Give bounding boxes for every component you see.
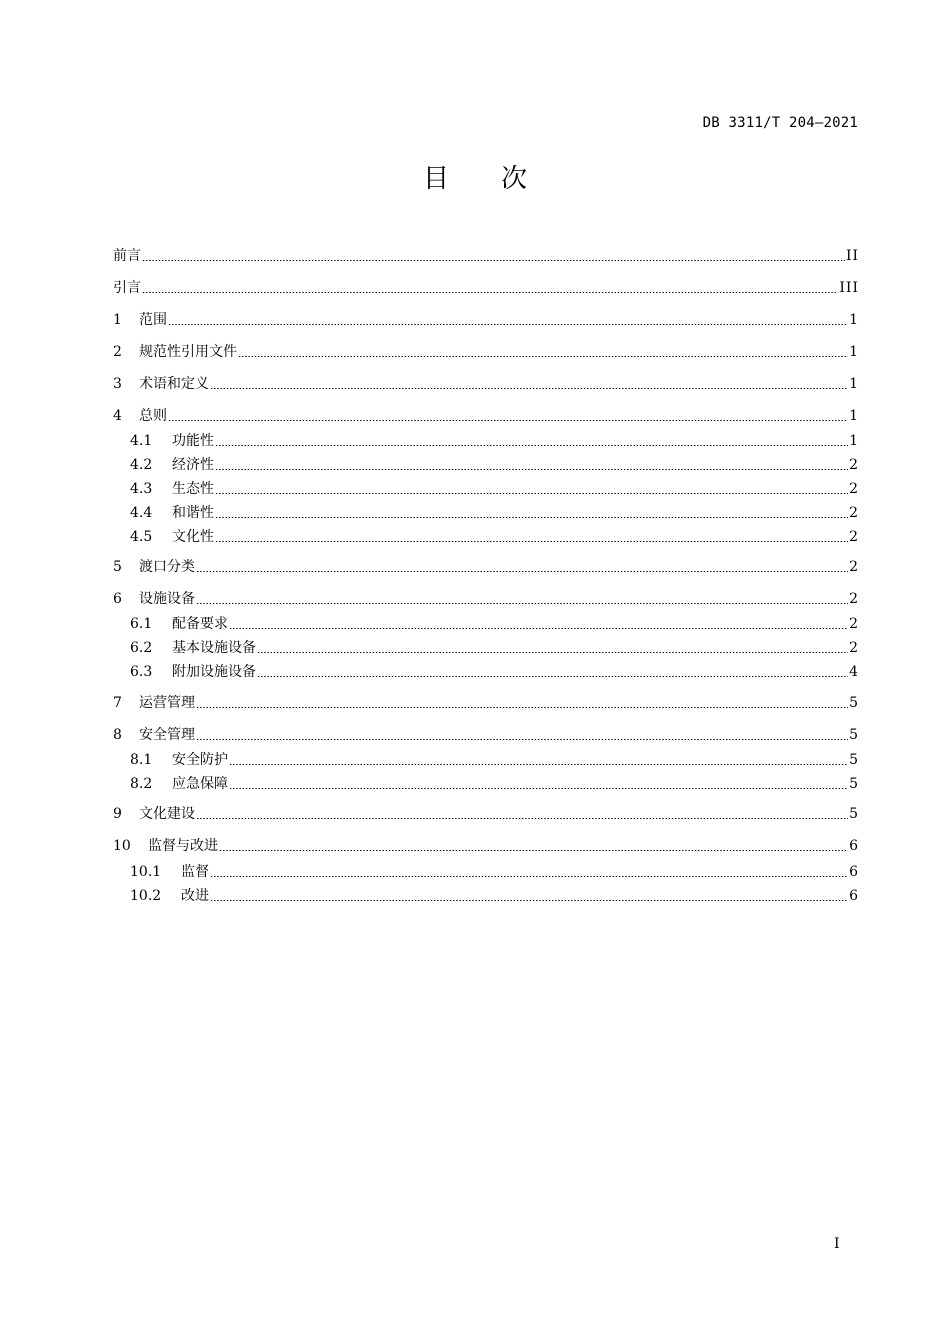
toc-entry[interactable] — [130, 862, 859, 882]
toc-entry-label: 文化建设 — [139, 806, 195, 822]
toc-entry-number: 4.2 — [130, 457, 153, 473]
toc-entry-page: 5 — [849, 776, 859, 792]
toc-entry-label: 范围 — [139, 312, 167, 328]
toc-entry[interactable] — [113, 693, 859, 713]
toc-dot-leader — [196, 806, 848, 820]
toc-entry-number: 4.3 — [130, 481, 153, 497]
toc-dot-leader — [210, 376, 848, 390]
toc-entry-label: 应急保障 — [172, 776, 228, 792]
toc-entry-page: II — [845, 248, 859, 264]
toc-entry[interactable] — [130, 662, 859, 682]
toc-dot-leader — [142, 248, 845, 262]
toc-dot-leader — [257, 640, 848, 654]
toc-dot-leader — [196, 695, 848, 709]
toc-entry-page: 2 — [849, 529, 859, 545]
toc-dot-leader — [196, 727, 848, 741]
toc-entry[interactable] — [113, 725, 859, 745]
toc-entry-page: 5 — [849, 727, 859, 743]
page-title: 目次 — [422, 164, 579, 194]
toc-dot-leader — [215, 529, 848, 543]
toc-entry-number: 10.1 — [130, 864, 162, 880]
toc-entry-number: 9 — [113, 806, 122, 822]
toc-entry-label: 渡口分类 — [139, 559, 195, 575]
toc-entry-number: 6.3 — [130, 664, 153, 680]
toc-entry-page: 1 — [849, 344, 859, 360]
toc-entry-label: 安全管理 — [139, 727, 195, 743]
toc-dot-leader — [210, 864, 848, 878]
toc-entry-page: III — [839, 280, 859, 296]
toc-entry-page: 5 — [849, 695, 859, 711]
toc-dot-leader — [238, 344, 848, 358]
toc-dot-leader — [229, 752, 848, 766]
toc-entry[interactable] — [113, 246, 859, 266]
toc-entry-label: 监督与改进 — [148, 838, 218, 854]
toc-dot-leader — [196, 559, 848, 573]
toc-entry[interactable] — [113, 557, 859, 577]
toc-entry-page: 1 — [849, 408, 859, 424]
toc-entry-label: 运营管理 — [139, 695, 195, 711]
toc-entry[interactable] — [130, 774, 859, 794]
toc-entry[interactable] — [113, 310, 859, 330]
toc-entry[interactable] — [130, 614, 859, 634]
toc-entry[interactable] — [130, 527, 859, 547]
toc-entry-label: 功能性 — [172, 433, 214, 449]
toc-entry-number: 6 — [113, 591, 122, 607]
page-number: I — [834, 1236, 840, 1252]
toc-entry-page: 5 — [849, 752, 859, 768]
toc-entry-page: 2 — [849, 559, 859, 575]
toc-dot-leader — [229, 616, 848, 630]
toc-dot-leader — [215, 481, 848, 495]
toc-dot-leader — [168, 312, 848, 326]
toc-entry-label: 生态性 — [172, 481, 214, 497]
toc-entry-page: 4 — [849, 664, 859, 680]
toc-entry-label: 前言 — [113, 248, 141, 264]
toc-entry-page: 2 — [849, 591, 859, 607]
toc-entry[interactable] — [130, 431, 859, 451]
toc-entry-page: 2 — [849, 640, 859, 656]
toc-entry-page: 1 — [849, 312, 859, 328]
toc-entry-label: 文化性 — [172, 529, 214, 545]
toc-entry[interactable] — [130, 638, 859, 658]
toc-dot-leader — [215, 433, 848, 447]
toc-entry-number: 4.5 — [130, 529, 153, 545]
toc-entry-page: 2 — [849, 505, 859, 521]
toc-entry-page: 2 — [849, 616, 859, 632]
toc-entry-number: 3 — [113, 376, 122, 392]
toc-entry-label: 经济性 — [172, 457, 214, 473]
toc-entry-label: 安全防护 — [172, 752, 228, 768]
toc-entry[interactable] — [113, 406, 859, 426]
document-code: DB 3311/T 204—2021 — [702, 115, 858, 131]
toc-entry-label: 总则 — [139, 408, 167, 424]
toc-dot-leader — [215, 457, 848, 471]
toc-entry-page: 2 — [849, 457, 859, 473]
toc-entry-page: 1 — [849, 376, 859, 392]
toc-dot-leader — [229, 776, 848, 790]
toc-entry-number: 8 — [113, 727, 122, 743]
toc-entry-page: 2 — [849, 481, 859, 497]
toc-entry[interactable] — [113, 804, 859, 824]
toc-entry[interactable] — [113, 374, 859, 394]
toc-entry-page: 5 — [849, 806, 859, 822]
toc-dot-leader — [210, 888, 848, 902]
toc-dot-leader — [257, 664, 848, 678]
toc-entry[interactable] — [130, 479, 859, 499]
toc-entry-number: 6.1 — [130, 616, 153, 632]
toc-entry[interactable] — [130, 455, 859, 475]
toc-entry-number: 4.4 — [130, 505, 153, 521]
toc-entry-page: 6 — [849, 888, 859, 904]
toc-entry-label: 术语和定义 — [139, 376, 209, 392]
toc-entry-label: 设施设备 — [139, 591, 195, 607]
toc-entry[interactable] — [113, 836, 859, 856]
toc-entry-number: 8.2 — [130, 776, 153, 792]
toc-entry[interactable] — [113, 342, 859, 362]
toc-entry-number: 10.2 — [130, 888, 162, 904]
toc-entry-number: 2 — [113, 344, 122, 360]
toc-entry-page: 1 — [849, 433, 859, 449]
toc-entry-number: 1 — [113, 312, 122, 328]
toc-entry-number: 7 — [113, 695, 122, 711]
toc-entry-label: 改进 — [181, 888, 209, 904]
toc-entry-label: 监督 — [181, 864, 209, 880]
toc-dot-leader — [168, 408, 848, 422]
toc-entry-number: 4 — [113, 408, 122, 424]
toc-entry-label: 配备要求 — [172, 616, 228, 632]
toc-entry[interactable] — [113, 278, 859, 298]
toc-entry-page: 6 — [849, 864, 859, 880]
toc-entry[interactable] — [130, 750, 859, 770]
toc-entry[interactable] — [130, 886, 859, 906]
toc-entry-number: 8.1 — [130, 752, 153, 768]
toc-dot-leader — [142, 280, 838, 294]
toc-entry-label: 基本设施设备 — [172, 640, 256, 656]
toc-dot-leader — [215, 505, 848, 519]
toc-entry-label: 规范性引用文件 — [139, 344, 237, 360]
toc-entry-label: 和谐性 — [172, 505, 214, 521]
toc-entry-label: 引言 — [113, 280, 141, 296]
toc-entry-label: 附加设施设备 — [172, 664, 256, 680]
toc-entry[interactable] — [130, 503, 859, 523]
toc-dot-leader — [196, 591, 848, 605]
toc-entry-number: 6.2 — [130, 640, 153, 656]
toc-dot-leader — [219, 838, 848, 852]
toc-entry-number: 4.1 — [130, 433, 153, 449]
toc-entry[interactable] — [113, 589, 859, 609]
toc-entry-number: 5 — [113, 559, 122, 575]
toc-entry-number: 10 — [113, 838, 131, 854]
toc-entry-page: 6 — [849, 838, 859, 854]
